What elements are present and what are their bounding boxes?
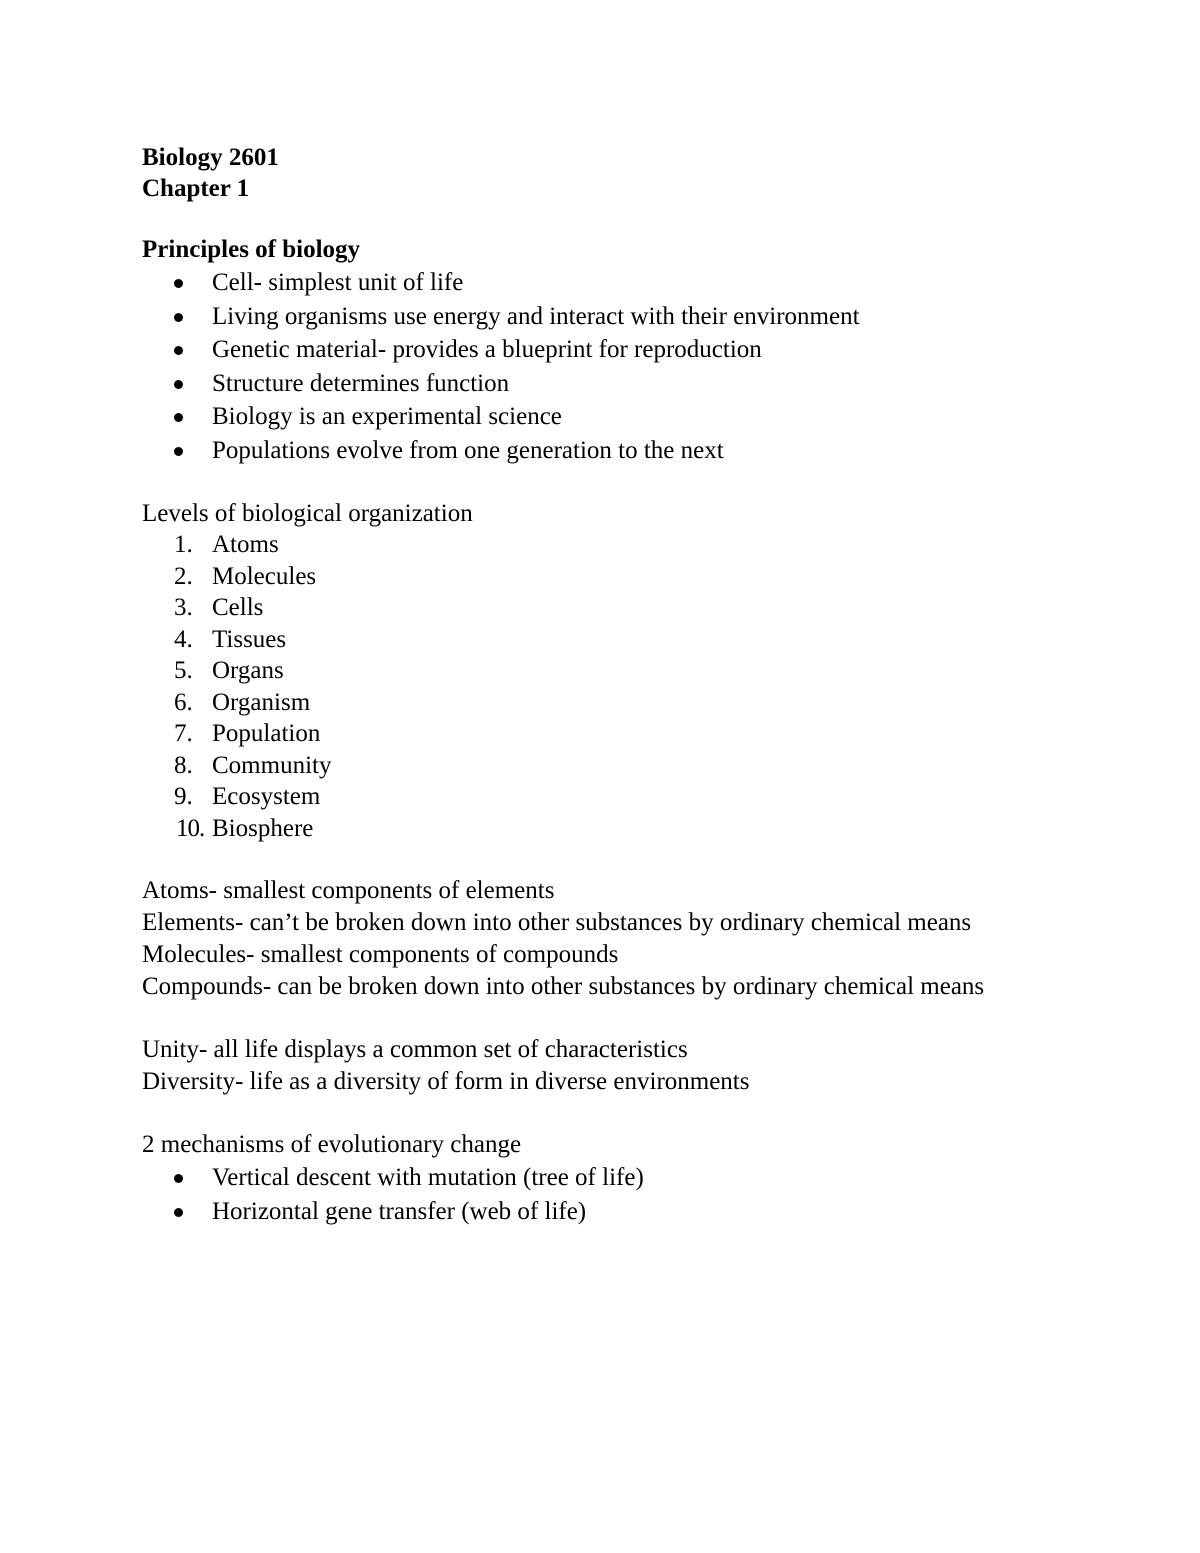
list-item: 8. Community — [142, 750, 1102, 782]
list-item: 6. Organism — [142, 687, 1102, 719]
list-number: 10. — [176, 814, 205, 842]
definitions-block — [142, 875, 1102, 1003]
evolution-list — [142, 1161, 1102, 1228]
chapter-title: Chapter 1 — [142, 175, 250, 202]
list-number: 7. — [174, 720, 193, 747]
list-number: 1. — [174, 531, 193, 558]
bullet-icon — [174, 279, 183, 288]
bullet-icon — [174, 380, 183, 389]
bullet-icon — [174, 1208, 183, 1217]
evolution-heading: 2 mechanisms of evolutionary change — [142, 1131, 522, 1158]
list-number: 3. — [174, 594, 193, 621]
list-item: Living organisms use energy and interact with their environment — [142, 300, 1102, 334]
principles-list — [142, 266, 1102, 467]
definition-elements: Elements- can’t be broken down into other substances by ordinary chemical means — [142, 909, 972, 936]
list-item: 1. Atoms — [142, 529, 1102, 561]
list-item: 4. Tissues — [142, 624, 1102, 656]
levels-list — [142, 529, 1102, 844]
levels-heading: Levels of biological organization — [142, 500, 473, 527]
definition-atoms: Atoms- smallest components of elements — [142, 877, 555, 904]
list-item: 7. Population — [142, 718, 1102, 750]
list-item: Structure determines function — [142, 367, 1102, 401]
principles-heading: Principles of biology — [142, 236, 361, 263]
list-item: 3. Cells — [142, 592, 1102, 624]
definition-molecules: Molecules- smallest components of compounds — [142, 941, 619, 968]
list-item: 10. Biosphere — [142, 813, 1102, 845]
course-title: Biology 2601 — [142, 144, 279, 171]
bullet-icon — [174, 413, 183, 422]
list-item: Biology is an experimental science — [142, 400, 1102, 434]
document-page — [142, 142, 1102, 1228]
definition-compounds: Compounds- can be broken down into other substances by ordinary chemical means — [142, 973, 985, 1000]
list-item: Genetic material- provides a blueprint for reproduction — [142, 333, 1102, 367]
list-item: Horizontal gene transfer (web of life) — [142, 1195, 1102, 1229]
list-item: Vertical descent with mutation (tree of life) — [142, 1161, 1102, 1195]
list-number: 9. — [174, 783, 193, 810]
list-number: 8. — [174, 751, 193, 779]
list-item: 5. Organs — [142, 655, 1102, 687]
list-item: Populations evolve from one generation to the next — [142, 434, 1102, 468]
bullet-icon — [174, 346, 183, 355]
diversity-text: Diversity- life as a diversity of form in diverse environments — [142, 1068, 750, 1095]
list-number: 5. — [174, 657, 193, 684]
unity-text: Unity- all life displays a common set of characteristics — [142, 1036, 688, 1063]
list-number: 2. — [174, 562, 193, 590]
list-item: 9. Ecosystem — [142, 781, 1102, 813]
list-number: 4. — [174, 625, 193, 653]
list-item: Cell- simplest unit of life — [142, 266, 1102, 300]
bullet-icon — [174, 1174, 183, 1183]
bullet-icon — [174, 447, 183, 456]
bullet-icon — [174, 313, 183, 322]
list-number: 6. — [174, 688, 193, 716]
list-item: 2. Molecules — [142, 561, 1102, 593]
